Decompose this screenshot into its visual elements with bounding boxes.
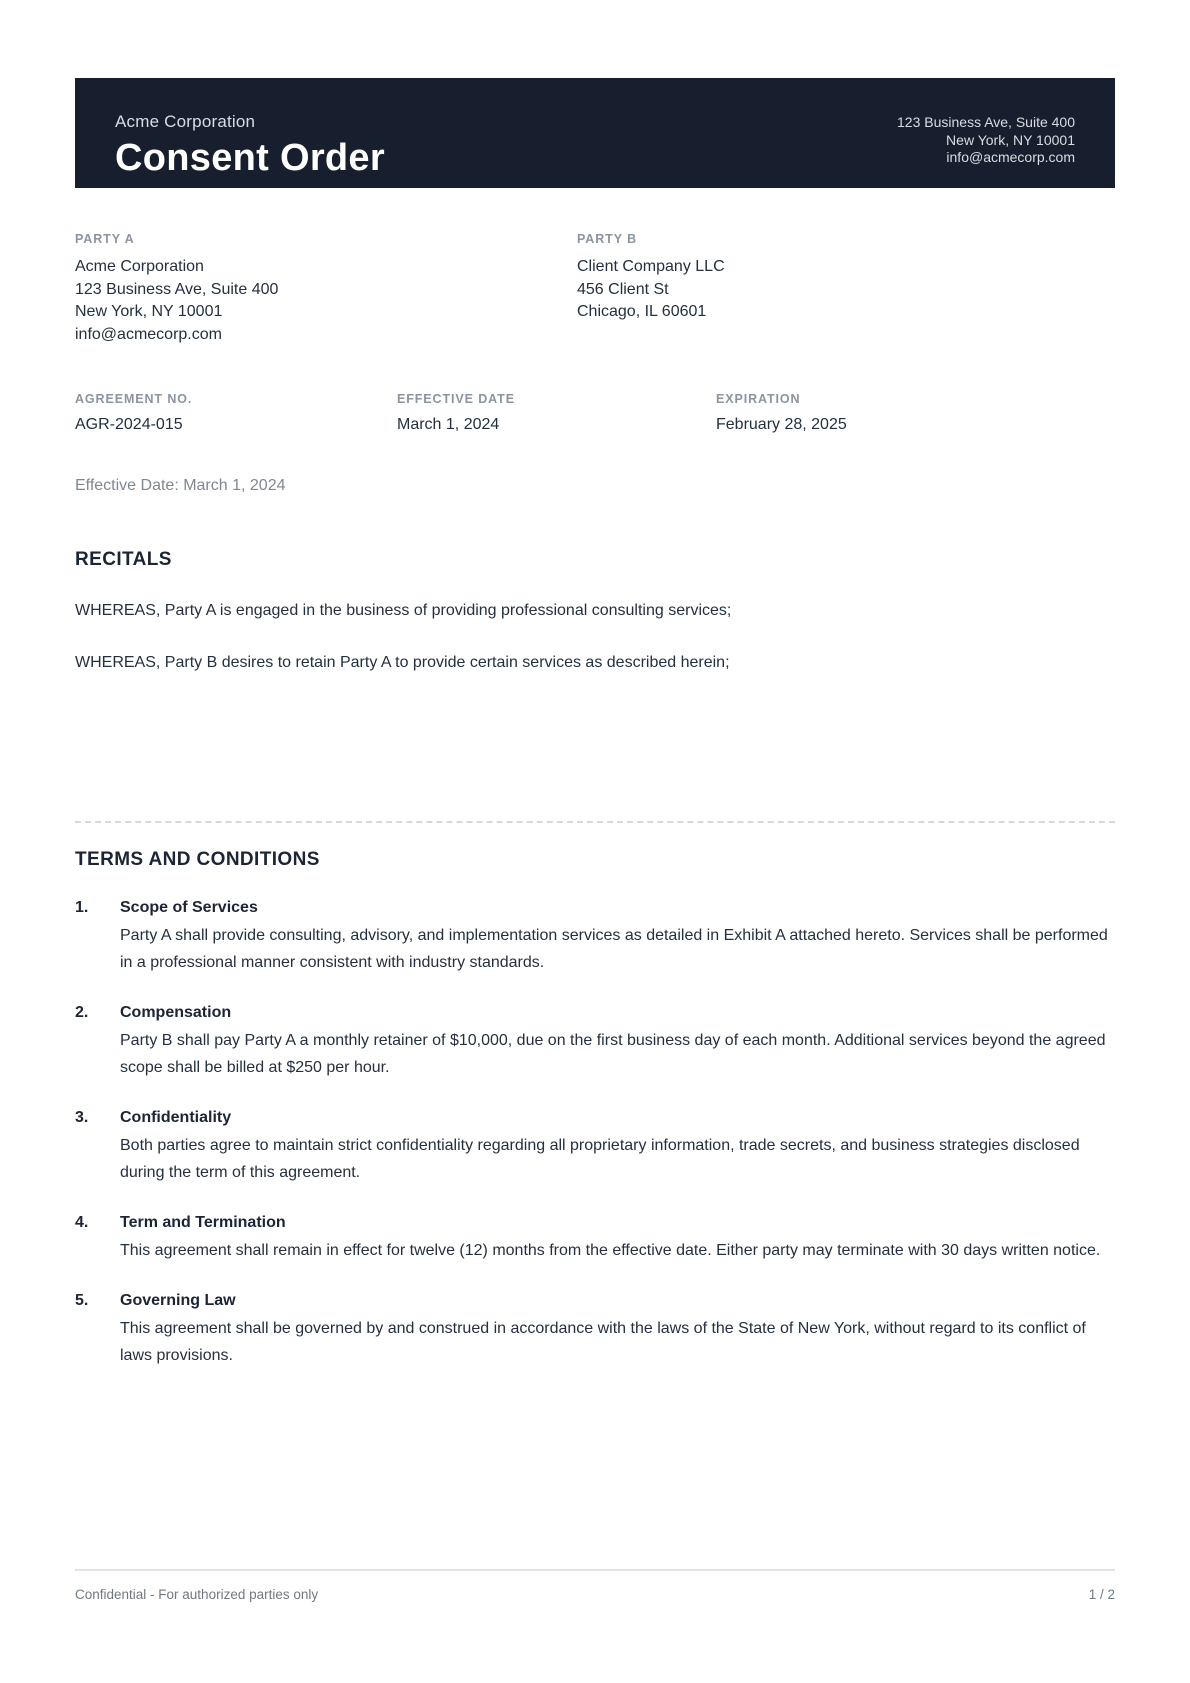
term-content bbox=[120, 897, 1115, 976]
term-title: Compensation bbox=[120, 1004, 232, 1021]
expiration-label: EXPIRATION bbox=[716, 392, 801, 406]
page-number: 1 / 2 bbox=[1088, 1587, 1115, 1602]
party-b-label: PARTY B bbox=[577, 232, 638, 246]
term-body: This agreement shall remain in effect for twelve (12) months from the effective date. Either party may terminate with 30 days written notice. bbox=[120, 1242, 1101, 1259]
address-line-3: info@acmecorp.com bbox=[946, 149, 1075, 165]
recital-paragraph-2: WHEREAS, Party B desires to retain Party A to provide certain services as described herein; bbox=[75, 654, 730, 671]
party-b-street: 456 Client St bbox=[577, 280, 669, 298]
confidentiality-notice: Confidential - For authorized parties only bbox=[75, 1587, 319, 1602]
party-a-name: Acme Corporation bbox=[75, 258, 204, 275]
agreement-number-label: AGREEMENT NO. bbox=[75, 392, 193, 406]
effective-date-note: Effective Date: March 1, 2024 bbox=[75, 477, 286, 494]
terms-heading: TERMS AND CONDITIONS bbox=[75, 849, 320, 870]
term-body: This agreement shall be governed by and construed in accordance with the laws of the State of New York, without regard to its conflict of laws provisions. bbox=[120, 1320, 1086, 1364]
header-left bbox=[115, 112, 385, 188]
term-number: 2. bbox=[75, 1004, 89, 1021]
party-a-city: New York, NY 10001 bbox=[75, 303, 223, 320]
section-divider bbox=[75, 821, 1115, 823]
term-item-governing-law bbox=[75, 1290, 1115, 1369]
term-item-term-and-termination bbox=[75, 1212, 1115, 1264]
term-title: Confidentiality bbox=[120, 1109, 232, 1126]
term-item-compensation bbox=[75, 1002, 1115, 1081]
expiration-value: February 28, 2025 bbox=[716, 416, 847, 433]
document-title: Consent Order bbox=[115, 137, 385, 179]
party-a-street: 123 Business Ave, Suite 400 bbox=[75, 280, 279, 298]
term-body: Both parties agree to maintain strict confidentiality regarding all proprietary information, trade secrets, and business strategies disclosed during the term of this agreement. bbox=[120, 1137, 1080, 1181]
effective-date-label: EFFECTIVE DATE bbox=[397, 392, 515, 406]
party-a-label: PARTY A bbox=[75, 232, 135, 246]
parties-section bbox=[75, 232, 1115, 346]
term-item-confidentiality bbox=[75, 1107, 1115, 1186]
party-b-block bbox=[577, 232, 1115, 346]
document-header bbox=[75, 78, 1115, 188]
agreement-meta-section bbox=[75, 392, 1115, 434]
party-b-city: Chicago, IL 60601 bbox=[577, 303, 707, 320]
term-content bbox=[120, 1002, 1115, 1081]
party-a-email: info@acmecorp.com bbox=[75, 325, 222, 343]
term-number: 5. bbox=[75, 1292, 89, 1309]
recitals-heading: RECITALS bbox=[75, 549, 172, 570]
term-title: Governing Law bbox=[120, 1292, 236, 1309]
term-title: Scope of Services bbox=[120, 899, 258, 916]
term-title: Term and Termination bbox=[120, 1214, 286, 1231]
term-content bbox=[120, 1290, 1115, 1369]
effective-date-field bbox=[397, 392, 716, 434]
party-b-name: Client Company LLC bbox=[577, 258, 725, 275]
agreement-number-field bbox=[75, 392, 397, 434]
term-content bbox=[120, 1107, 1115, 1186]
address-line-1: 123 Business Ave, Suite 400 bbox=[897, 114, 1075, 130]
expiration-field bbox=[716, 392, 1115, 434]
party-b-details bbox=[577, 256, 1115, 324]
term-body: Party B shall pay Party A a monthly retainer of $10,000, due on the first business day of each month. Additional services beyond the agreed scope shall be billed at $250 per hour. bbox=[120, 1032, 1106, 1076]
term-body: Party A shall provide consulting, advisory, and implementation services as detailed in Exhibit A attached hereto. Services shall be performed in a professional manner consistent with industry standards. bbox=[120, 927, 1108, 971]
party-a-details bbox=[75, 256, 577, 346]
term-number: 1. bbox=[75, 899, 89, 916]
term-number: 4. bbox=[75, 1214, 89, 1231]
term-number: 3. bbox=[75, 1109, 89, 1126]
company-address bbox=[897, 112, 1075, 188]
term-content bbox=[120, 1212, 1115, 1264]
effective-date-value: March 1, 2024 bbox=[397, 416, 500, 433]
agreement-number-value: AGR-2024-015 bbox=[75, 416, 183, 433]
document-footer bbox=[75, 1569, 1115, 1602]
address-line-2: New York, NY 10001 bbox=[946, 131, 1075, 148]
term-item-scope-of-services bbox=[75, 897, 1115, 976]
company-name: Acme Corporation bbox=[115, 112, 256, 131]
recital-paragraph-1: WHEREAS, Party A is engaged in the business of providing professional consulting services; bbox=[75, 602, 732, 619]
party-a-block bbox=[75, 232, 577, 346]
